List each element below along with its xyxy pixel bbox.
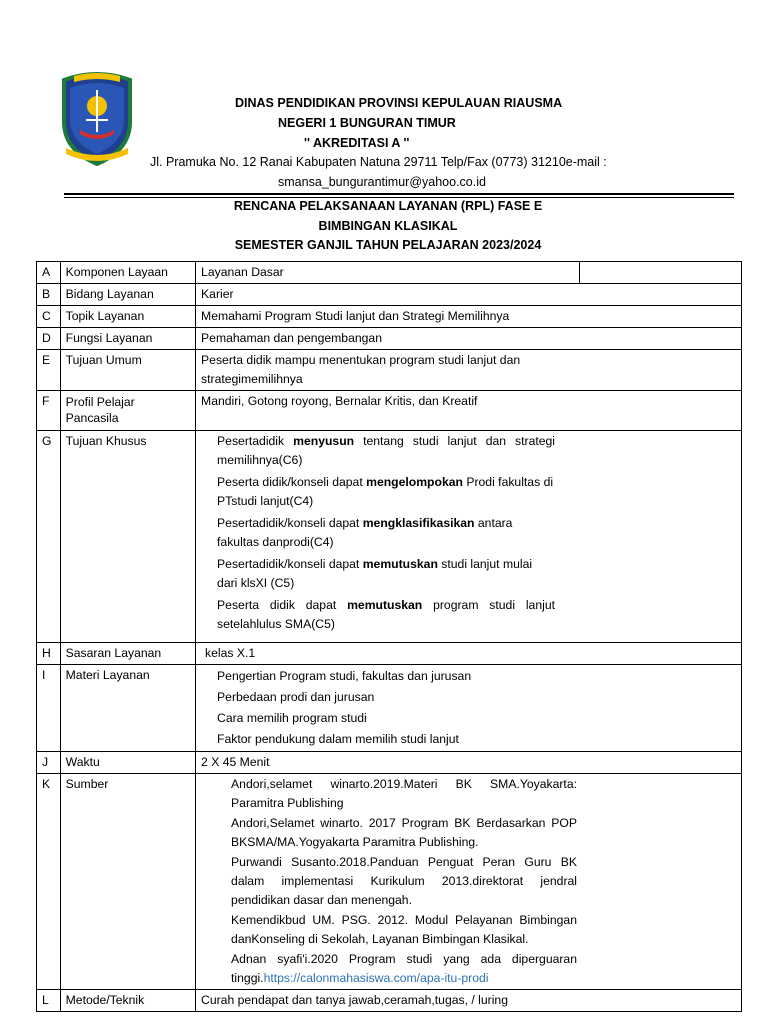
row-label: Profil Pelajar Pancasila (60, 391, 195, 431)
list-item: Cara memilih program studi (217, 711, 367, 725)
row-value: Karier (196, 284, 742, 306)
row-label: Waktu (60, 752, 195, 774)
header-address-1: Jl. Pramuka No. 12 Ranai Kabupaten Natuna 29711 Telp/Fax (0773) 31210e-mail : (150, 155, 607, 169)
title-bimbingan: BIMBINGAN KLASIKAL (318, 219, 458, 233)
list-item: Andori,Selamet winarto. 2017 Program BK Berdasarkan POP BKSMA/MA.Yogyakarta Paramitra Publishing. (231, 816, 577, 849)
list-item: Peserta didik dapat memutuskan program studi lanjut setelahlulus SMA(C5) (217, 598, 555, 631)
row-code: A (37, 262, 61, 284)
table-row (37, 328, 742, 350)
table-row (37, 990, 742, 1012)
row-label: Materi Layanan (60, 665, 195, 752)
table-row (37, 350, 742, 391)
table-row (37, 284, 742, 306)
row-label: Komponen Layaan (60, 262, 195, 284)
header-line-3: '' AKREDITASI A '' (304, 136, 410, 150)
row-empty (579, 262, 741, 284)
row-label: Metode/Teknik (60, 990, 195, 1012)
row-code: L (37, 990, 61, 1012)
table-row (37, 643, 742, 665)
row-code: K (37, 774, 61, 990)
row-value: Curah pendapat dan tanya jawab,ceramah,tugas, / luring (196, 990, 742, 1012)
rpl-table (36, 261, 742, 1012)
list-item: Faktor pendukung dalam memilih studi lanjut (217, 732, 459, 746)
row-value: Memahami Program Studi lanjut dan Strategi Memilihnya (196, 306, 742, 328)
row-value-list (196, 665, 742, 752)
list-item: Pesertadidik/konseli dapat mengklasifikasikan antara fakultas danprodi(C4) (217, 516, 513, 549)
province-emblem-icon (56, 70, 138, 166)
list-item: Perbedaan prodi dan jurusan (217, 690, 375, 704)
table-row (37, 306, 742, 328)
row-value-list (196, 431, 742, 643)
table-row (37, 774, 742, 990)
source-text: Adnan syafi'i.2020 Program studi yang ada diperguaran tinggi. (231, 952, 577, 985)
table-row (37, 431, 742, 643)
row-label: Tujuan Khusus (60, 431, 195, 643)
title-semester: SEMESTER GANJIL TAHUN PELAJARAN 2023/2024 (234, 238, 542, 252)
header-line-1: DINAS PENDIDIKAN PROVINSI KEPULAUAN RIAUSMA (235, 96, 563, 110)
table-row (37, 665, 742, 752)
row-code: E (37, 350, 61, 391)
row-value: Pemahaman dan pengembangan (196, 328, 742, 350)
source-link[interactable]: https://calonmahasiswa.com/apa-itu-prodi (263, 971, 489, 985)
row-code: J (37, 752, 61, 774)
row-code: D (37, 328, 61, 350)
row-code: F (37, 391, 61, 431)
row-code: H (37, 643, 61, 665)
list-item: Pesertadidik/konseli dapat memutuskan studi lanjut mulai dari klsXI (C5) (217, 557, 533, 590)
row-value: Peserta didik mampu menentukan program studi lanjut dan strategimemilihnya (196, 350, 742, 391)
row-label: Sasaran Layanan (60, 643, 195, 665)
row-label: Sumber (60, 774, 195, 990)
row-value: Layanan Dasar (196, 262, 580, 284)
header-address-2: smansa_bungurantimur@yahoo.co.id (278, 175, 486, 189)
header-rule-thick (64, 193, 734, 195)
row-value: kelas X.1 (196, 643, 742, 665)
row-label: Fungsi Layanan (60, 328, 195, 350)
table-row (37, 391, 742, 431)
row-code: B (37, 284, 61, 306)
row-value-list (196, 774, 742, 990)
list-item: Pengertian Program studi, fakultas dan jurusan (217, 669, 472, 683)
table-row (37, 752, 742, 774)
row-value: Mandiri, Gotong royong, Bernalar Kritis, dan Kreatif (196, 391, 742, 431)
row-code: C (37, 306, 61, 328)
header-rule-thin (64, 197, 734, 198)
title-rpl: RENCANA PELAKSANAAN LAYANAN (RPL) FASE E (233, 199, 543, 213)
list-item: Purwandi Susanto.2018.Panduan Penguat Peran Guru BK dalam implementasi Kurikulum 2013.direktorat jendral pendidikan dasar dan menengah. (231, 855, 577, 907)
row-value: 2 X 45 Menit (196, 752, 742, 774)
row-code: I (37, 665, 61, 752)
list-item (231, 950, 577, 988)
row-label: Topik Layanan (60, 306, 195, 328)
list-item: Pesertadidik menyusun tentang studi lanjut dan strategi memilihnya(C6) (217, 434, 556, 467)
list-item: Andori,selamet winarto.2019.Materi BK SMA.Yoyakarta: Paramitra Publishing (231, 777, 577, 810)
table-row (37, 262, 742, 284)
list-item: Peserta didik/konseli dapat mengelompokan Prodi fakultas di PTstudi lanjut(C4) (217, 475, 554, 508)
header-line-2: NEGERI 1 BUNGURAN TIMUR (278, 116, 456, 130)
list-item: Kemendikbud UM. PSG. 2012. Modul Pelayanan Bimbingan danKonseling di Sekolah, Layanan Bimbingan Klasikal. (231, 913, 577, 946)
row-label: Tujuan Umum (60, 350, 195, 391)
row-label: Bidang Layanan (60, 284, 195, 306)
row-code: G (37, 431, 61, 643)
